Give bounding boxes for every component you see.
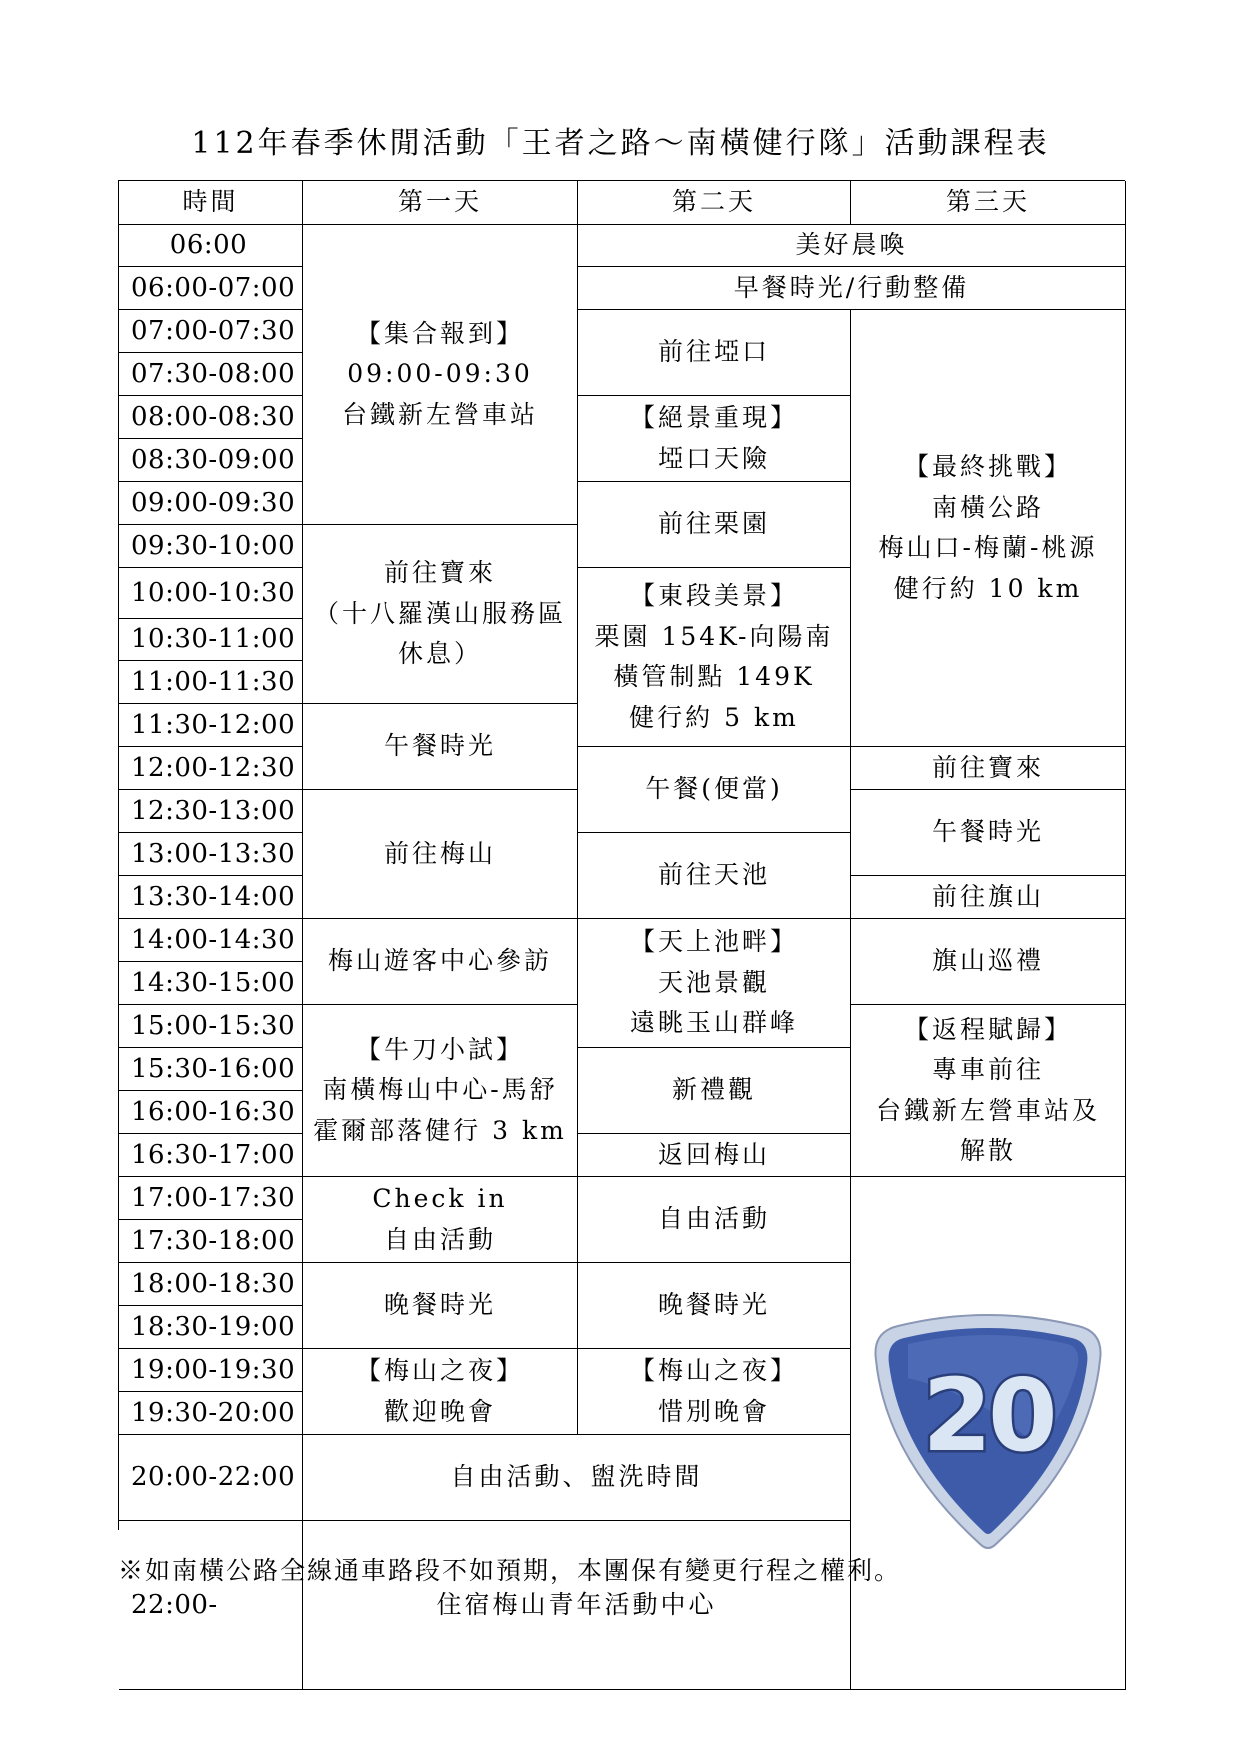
day1-trial: 【牛刀小試】 南橫梅山中心-馬舒 霍爾部落健行 3 km	[303, 1005, 578, 1177]
day23-breakfast: 早餐時光/行動整備	[578, 267, 1126, 310]
day2-liyuan: 前往栗園	[578, 482, 851, 568]
day12-free: 自由活動、盥洗時間	[303, 1435, 851, 1521]
day1-lunch: 午餐時光	[303, 704, 578, 790]
time-cell: 13:00-13:30	[119, 833, 303, 876]
time-cell: 12:00-12:30	[119, 747, 303, 790]
day1-checkin: 【集合報到】 09:00-09:30 台鐵新左營車站	[303, 225, 578, 525]
shield-number: 20	[922, 1357, 1054, 1474]
time-cell: 18:30-19:00	[119, 1306, 303, 1349]
day23-morning: 美好晨喚	[578, 225, 1126, 267]
time-cell: 16:00-16:30	[119, 1091, 303, 1134]
header-time: 時間	[119, 181, 303, 225]
day1-visitor-center: 梅山遊客中心參訪	[303, 919, 578, 1005]
day1-baolai: 前往寶來 （十八羅漢山服務區 休息）	[303, 525, 578, 704]
time-cell: 12:30-13:00	[119, 790, 303, 833]
day2-scenery: 【絕景重現】 埡口天險	[578, 396, 851, 482]
time-cell: 19:00-19:30	[119, 1349, 303, 1392]
day2-pond: 【天上池畔】 天池景觀 遠眺玉山群峰	[578, 919, 851, 1048]
time-cell: 15:00-15:30	[119, 1005, 303, 1048]
time-cell: 10:30-11:00	[119, 619, 303, 661]
time-cell: 11:30-12:00	[119, 704, 303, 747]
header-day2: 第二天	[578, 181, 851, 225]
time-cell: 17:00-17:30	[119, 1177, 303, 1220]
time-cell: 09:30-10:00	[119, 525, 303, 568]
time-cell: 14:30-15:00	[119, 962, 303, 1005]
time-cell: 15:30-16:00	[119, 1048, 303, 1091]
day3-lunch: 午餐時光	[851, 790, 1126, 876]
time-cell: 09:00-09:30	[119, 482, 303, 525]
day3-return: 【返程賦歸】 專車前往 台鐵新左營車站及 解散	[851, 1005, 1126, 1177]
time-cell: 20:00-22:00	[119, 1435, 303, 1521]
time-cell: 08:30-09:00	[119, 439, 303, 482]
day3-qishan: 前往旗山	[851, 876, 1126, 919]
time-cell: 19:30-20:00	[119, 1392, 303, 1435]
day2-lunch: 午餐(便當)	[578, 747, 851, 833]
day1-night: 【梅山之夜】 歡迎晚會	[303, 1349, 578, 1435]
day3-tour: 旗山巡禮	[851, 919, 1126, 1005]
day2-back: 返回梅山	[578, 1134, 851, 1177]
header-day3: 第三天	[851, 181, 1126, 225]
day2-night: 【梅山之夜】 惜別晚會	[578, 1349, 851, 1435]
time-cell: 06:00-07:00	[119, 267, 303, 310]
time-cell: 10:00-10:30	[119, 568, 303, 619]
day2-east: 【東段美景】 栗園 154K-向陽南 橫管制點 149K 健行約 5 km	[578, 568, 851, 747]
time-cell: 17:30-18:00	[119, 1220, 303, 1263]
day3-baolai: 前往寶來	[851, 747, 1126, 790]
time-cell: 08:00-08:30	[119, 396, 303, 439]
time-cell: 22:00-	[119, 1521, 303, 1690]
highway-20-shield-icon	[868, 1308, 1108, 1558]
day1-checkin-free: Check in 自由活動	[303, 1177, 578, 1263]
day3-challenge: 【最終挑戰】 南橫公路 梅山口-梅蘭-桃源 健行約 10 km	[851, 310, 1126, 747]
time-cell: 14:00-14:30	[119, 919, 303, 962]
day1-dinner: 晚餐時光	[303, 1263, 578, 1349]
day2-tianchi: 前往天池	[578, 833, 851, 919]
time-cell: 16:30-17:00	[119, 1134, 303, 1177]
page-title: 112年春季休閒活動「王者之路～南橫健行隊」活動課程表	[191, 126, 1050, 161]
footnote: ※如南橫公路全線通車路段不如預期，本團保有變更行程之權利。	[118, 1556, 902, 1585]
time-cell: 06:00	[119, 225, 303, 267]
time-cell: 07:00-07:30	[119, 310, 303, 353]
time-cell: 07:30-08:00	[119, 353, 303, 396]
day12-stay: 住宿梅山青年活動中心	[303, 1521, 851, 1690]
day2-dinner: 晚餐時光	[578, 1263, 851, 1349]
time-cell: 18:00-18:30	[119, 1263, 303, 1306]
time-cell: 11:00-11:30	[119, 661, 303, 704]
day2-xinli: 新禮觀	[578, 1048, 851, 1134]
day3-shield-cell	[851, 1177, 1126, 1690]
day2-yakou: 前往埡口	[578, 310, 851, 396]
header-day1: 第一天	[303, 181, 578, 225]
day2-free: 自由活動	[578, 1177, 851, 1263]
time-cell: 13:30-14:00	[119, 876, 303, 919]
day1-meishan: 前往梅山	[303, 790, 578, 919]
